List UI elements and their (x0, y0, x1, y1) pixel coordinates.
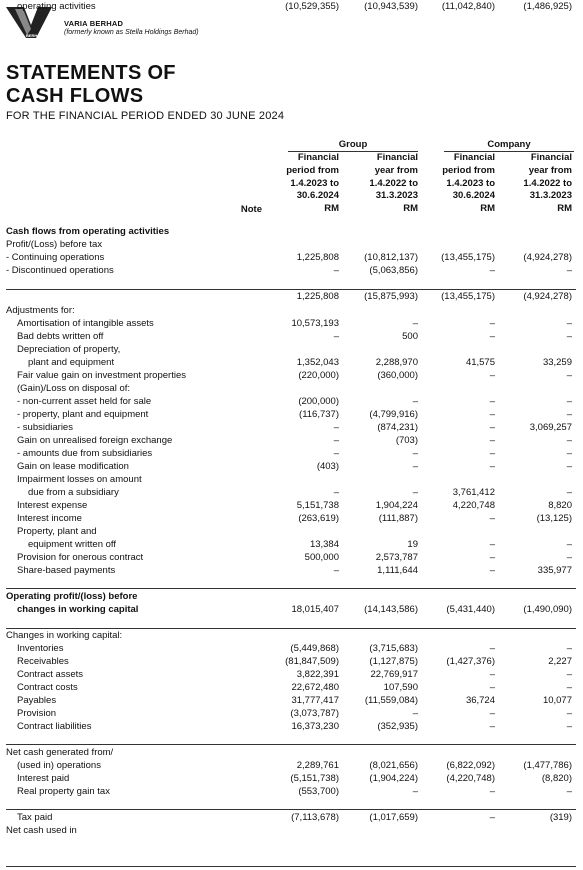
column-header-group-period: Financial period from 1.4.2023 to 30.6.2024 RM (286, 152, 339, 215)
column-header-company-year: Financial year from 1.4.2022 to 31.3.2023 RM (523, 152, 572, 215)
row-value: 36,724 (465, 695, 495, 706)
row-value: – (489, 552, 495, 563)
table-row (0, 551, 583, 564)
group-header: Group (338, 139, 368, 150)
row-value: – (333, 435, 339, 446)
row-value: (11,559,084) (364, 695, 418, 706)
row-value: 500,000 (304, 552, 339, 563)
row-label: Property, plant and (17, 526, 97, 537)
row-value: (319) (549, 812, 572, 823)
row-value: – (489, 331, 495, 342)
row-value: – (489, 812, 495, 823)
row-label: Net cash used in (6, 825, 77, 836)
row-label: (Gain)/Loss on disposal of: (17, 383, 131, 394)
row-value: – (566, 669, 572, 680)
row-value: (360,000) (377, 370, 418, 381)
row-value: (220,000) (298, 370, 339, 381)
row-value: (6,822,092) (446, 760, 495, 771)
row-value: 31,777,417 (291, 695, 339, 706)
row-value: (4,799,916) (369, 409, 418, 420)
table-row (0, 655, 583, 668)
row-value: – (412, 448, 418, 459)
row-value: 5,151,738 (296, 500, 339, 511)
row-value: (13,455,175) (441, 252, 495, 263)
row-label: Inventories (17, 643, 64, 654)
section-divider (6, 744, 576, 745)
row-value: (1,017,659) (369, 812, 418, 823)
row-value: (703) (395, 435, 418, 446)
row-value: 1,352,043 (296, 357, 339, 368)
row-value: – (333, 565, 339, 576)
row-value: 500 (402, 331, 418, 342)
row-value: 16,373,230 (291, 721, 339, 732)
row-value: (10,943,539) (364, 1, 418, 12)
row-value: – (566, 708, 572, 719)
row-value: – (489, 265, 495, 276)
row-label: Changes in working capital: (6, 630, 123, 641)
row-value: (352,935) (377, 721, 418, 732)
row-value: – (412, 708, 418, 719)
row-value: 22,672,480 (291, 682, 339, 693)
row-value: (8,021,656) (369, 760, 418, 771)
row-value: (874,231) (377, 422, 418, 433)
table-row (0, 785, 583, 798)
row-value: (1,904,224) (369, 773, 418, 784)
note-column-header: Note (240, 204, 262, 215)
row-value: – (489, 643, 495, 654)
row-value: (1,486,925) (523, 1, 572, 12)
row-value: – (489, 461, 495, 472)
table-row (0, 603, 583, 616)
row-label: Tax paid (17, 812, 53, 823)
row-value: (1,427,376) (446, 656, 495, 667)
row-label: Cash flows from operating activities (6, 226, 170, 237)
row-label: - property, plant and equipment (17, 409, 149, 420)
table-row (0, 525, 583, 538)
table-row (0, 0, 583, 13)
row-value: (5,063,856) (369, 265, 418, 276)
table-row (0, 707, 583, 720)
table-row (0, 811, 583, 824)
row-label: Interest expense (17, 500, 88, 511)
page-title-line1: STATEMENTS OF (6, 62, 176, 84)
row-label: Payables (17, 695, 57, 706)
row-label: due from a subsidiary (28, 487, 119, 498)
row-value: 10,573,193 (291, 318, 339, 329)
table-row (0, 225, 583, 238)
row-label: Amortisation of intangible assets (17, 318, 154, 329)
row-value: – (566, 552, 572, 563)
table-row (0, 681, 583, 694)
table-row (0, 746, 583, 759)
row-value: 2,227 (548, 656, 572, 667)
row-value: 3,761,412 (452, 487, 495, 498)
row-value: – (566, 448, 572, 459)
company-name: VARIA BERHAD (64, 19, 124, 28)
row-value: – (566, 318, 572, 329)
row-value: (1,477,786) (523, 760, 572, 771)
row-value: (8,820) (541, 773, 572, 784)
row-value: – (412, 487, 418, 498)
row-value: – (412, 396, 418, 407)
row-value: – (333, 422, 339, 433)
row-value: – (489, 682, 495, 693)
row-label: Interest income (17, 513, 82, 524)
row-value: 2,288,970 (375, 357, 418, 368)
row-label: plant and equipment (28, 357, 115, 368)
row-label: Fair value gain on investment properties (17, 370, 186, 381)
table-row (0, 564, 583, 577)
table-row (0, 330, 583, 343)
table-row (0, 290, 583, 303)
row-value: – (566, 682, 572, 693)
row-value: – (489, 786, 495, 797)
row-label: Gain on lease modification (17, 461, 129, 472)
table-row (0, 369, 583, 382)
row-value: (14,143,586) (364, 604, 418, 615)
row-value: – (489, 539, 495, 550)
table-row (0, 238, 583, 251)
row-value: – (566, 539, 572, 550)
row-value: (5,449,868) (290, 643, 339, 654)
row-label: Impairment losses on amount (17, 474, 142, 485)
row-value: (3,715,683) (369, 643, 418, 654)
row-value: – (412, 318, 418, 329)
row-value: – (566, 331, 572, 342)
row-label: Net cash generated from/ (6, 747, 114, 758)
table-row (0, 499, 583, 512)
table-row (0, 538, 583, 551)
row-value: 33,259 (542, 357, 572, 368)
logo-wordmark: VARIA BERHAD (12, 33, 44, 38)
table-row (0, 408, 583, 421)
table-row (0, 629, 583, 642)
row-value: – (333, 265, 339, 276)
row-value: – (489, 409, 495, 420)
row-value: (10,812,137) (364, 252, 418, 263)
table-row (0, 590, 583, 603)
row-label: Provision for onerous contract (17, 552, 144, 563)
row-value: – (566, 786, 572, 797)
table-row (0, 421, 583, 434)
row-value: (7,113,678) (291, 812, 339, 823)
row-value: – (489, 396, 495, 407)
row-value: 1,225,808 (296, 291, 339, 302)
row-value: (5,151,738) (290, 773, 339, 784)
row-value: (111,887) (378, 513, 418, 524)
row-value: – (489, 448, 495, 459)
row-value: – (566, 721, 572, 732)
row-value: 22,769,917 (370, 669, 418, 680)
row-label: - amounts due from subsidiaries (17, 448, 153, 459)
row-value: – (333, 448, 339, 459)
row-value: (403) (316, 461, 339, 472)
row-value: (11,042,840) (441, 1, 495, 12)
row-label: Contract costs (17, 682, 78, 693)
table-row (0, 395, 583, 408)
row-label: Share-based payments (17, 565, 116, 576)
row-value: – (489, 565, 495, 576)
row-value: 1,225,808 (296, 252, 339, 263)
row-value: – (489, 669, 495, 680)
row-value: (13,455,175) (441, 291, 495, 302)
row-value: (81,847,509) (285, 656, 339, 667)
row-label: changes in working capital (17, 604, 139, 615)
row-value: (5,431,440) (446, 604, 495, 615)
row-label: Profit/(Loss) before tax (6, 239, 103, 250)
row-value: 2,573,787 (375, 552, 418, 563)
section-divider (6, 809, 576, 810)
row-value: – (489, 370, 495, 381)
row-value: – (566, 409, 572, 420)
row-label: - Discontinued operations (6, 265, 114, 276)
row-label: Contract assets (17, 669, 83, 680)
table-row (0, 317, 583, 330)
row-label: operating activities (17, 1, 96, 12)
table-row (0, 720, 583, 733)
row-value: 18,015,407 (291, 604, 339, 615)
row-label: Interest paid (17, 773, 70, 784)
row-value: – (489, 318, 495, 329)
table-row (0, 304, 583, 317)
company-former-name: (formerly known as Stella Holdings Berhad) (64, 29, 199, 36)
row-value: 3,822,391 (296, 669, 339, 680)
table-row (0, 382, 583, 395)
table-row (0, 251, 583, 264)
company-header: Company (487, 139, 531, 150)
section-divider (6, 588, 576, 589)
row-value: 10,077 (542, 695, 572, 706)
row-value: (3,073,787) (290, 708, 339, 719)
row-label: Receivables (17, 656, 69, 667)
table-row (0, 486, 583, 499)
row-value: – (489, 422, 495, 433)
row-value: (263,619) (298, 513, 339, 524)
row-value: – (489, 708, 495, 719)
row-value: 1,111,644 (377, 565, 418, 576)
table-row (0, 447, 583, 460)
row-value: 4,220,748 (452, 500, 495, 511)
row-value: – (489, 513, 495, 524)
row-value: – (566, 461, 572, 472)
row-label: Bad debts written off (17, 331, 104, 342)
row-value: – (412, 786, 418, 797)
row-value: – (566, 643, 572, 654)
row-value: – (566, 370, 572, 381)
row-value: (10,529,355) (285, 1, 339, 12)
page-title-line2: CASH FLOWS (6, 85, 144, 107)
row-value: (116,737) (299, 409, 339, 420)
row-value: (4,924,278) (523, 291, 572, 302)
row-value: – (489, 435, 495, 446)
row-value: (4,924,278) (523, 252, 572, 263)
row-label: Provision (17, 708, 57, 719)
row-value: – (566, 435, 572, 446)
row-value: – (333, 487, 339, 498)
row-value: – (566, 396, 572, 407)
row-value: – (489, 721, 495, 732)
table-row (0, 772, 583, 785)
row-value: 335,977 (537, 565, 572, 576)
table-row (0, 512, 583, 525)
column-header-company-period: Financial period from 1.4.2023 to 30.6.2024 RM (442, 152, 495, 215)
row-value: 41,575 (465, 357, 495, 368)
row-label: Contract liabilities (17, 721, 92, 732)
table-row (0, 473, 583, 486)
row-label: equipment written off (28, 539, 117, 550)
row-label: Depreciation of property, (17, 344, 121, 355)
row-value: (13,125) (536, 513, 572, 524)
row-label: (used in) operations (17, 760, 101, 771)
table-row (0, 668, 583, 681)
row-label: Adjustments for: (6, 305, 75, 316)
table-row (0, 356, 583, 369)
section-divider (6, 866, 576, 867)
table-row (0, 343, 583, 356)
row-value: 8,820 (548, 500, 572, 511)
row-value: 3,069,257 (529, 422, 572, 433)
row-label: Real property gain tax (17, 786, 110, 797)
row-value: (15,875,993) (364, 291, 418, 302)
row-value: 1,904,224 (375, 500, 418, 511)
row-value: 107,590 (383, 682, 418, 693)
table-row (0, 694, 583, 707)
row-label: - subsidiaries (17, 422, 73, 433)
row-value: (1,127,875) (369, 656, 418, 667)
row-value: 19 (407, 539, 418, 550)
row-value: 2,289,761 (296, 760, 339, 771)
row-value: (4,220,748) (446, 773, 495, 784)
section-divider (6, 628, 576, 629)
row-label: Operating profit/(loss) before (6, 591, 138, 602)
row-value: – (566, 265, 572, 276)
row-value: (200,000) (298, 396, 339, 407)
table-row (0, 759, 583, 772)
row-value: 13,384 (309, 539, 339, 550)
table-row (0, 264, 583, 277)
row-value: (1,490,090) (523, 604, 572, 615)
page-subtitle: FOR THE FINANCIAL PERIOD ENDED 30 JUNE 2024 (6, 110, 285, 122)
table-row (0, 434, 583, 447)
row-label: Gain on unrealised foreign exchange (17, 435, 173, 446)
row-value: – (333, 331, 339, 342)
row-value: – (566, 487, 572, 498)
row-label: - Continuing operations (6, 252, 105, 263)
table-row (0, 824, 583, 837)
column-header-group-year: Financial year from 1.4.2022 to 31.3.2023 RM (369, 152, 418, 215)
row-value: – (412, 461, 418, 472)
table-row (0, 460, 583, 473)
section-divider (6, 289, 576, 290)
table-row (0, 642, 583, 655)
row-label: - non-current asset held for sale (17, 396, 152, 407)
row-value: (553,700) (298, 786, 339, 797)
